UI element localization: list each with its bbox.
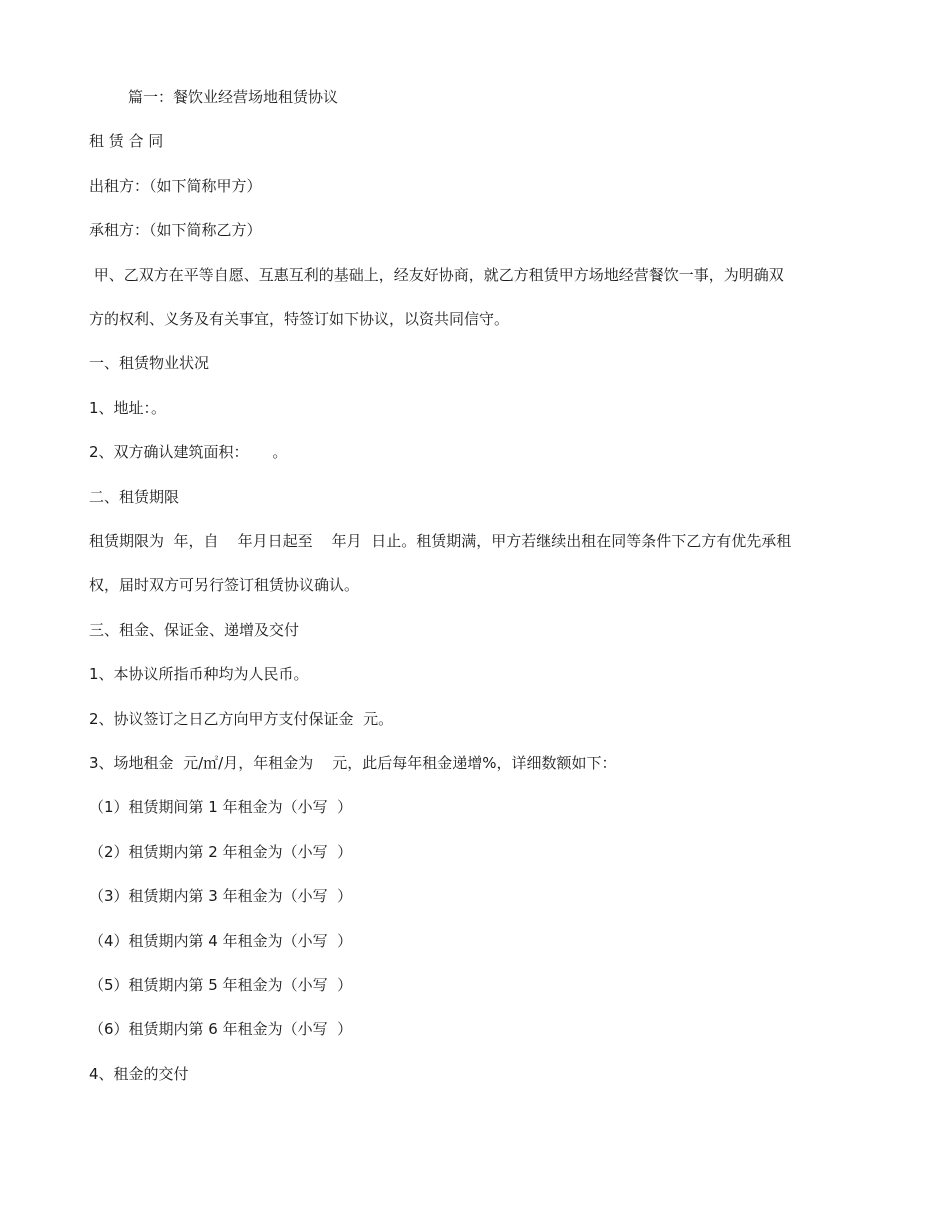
document-heading: 篇一：餐饮业经营场地租赁协议	[128, 88, 339, 106]
section-3-item-4: 4、租金的交付	[89, 1065, 189, 1083]
section-3-title: 三、租金、保证金、递增及交付	[89, 621, 300, 639]
section-3-item-1: 1、本协议所指币种均为人民币。	[89, 665, 309, 683]
section-3-item-2: 2、协议签订之日乙方向甲方支付保证金 元。	[89, 710, 394, 728]
rent-year-6: （6）租赁期内第 6 年租金为（小写 ）	[89, 1020, 353, 1038]
rent-year-1: （1）租赁期间第 1 年租金为（小写 ）	[89, 798, 353, 816]
section-1-item-1: 1、地址：。	[89, 399, 167, 417]
section-1-title: 一、租赁物业状况	[89, 354, 210, 372]
contract-title: 租 赁 合 同	[89, 132, 164, 150]
lessor-line: 出租方：（如下简称甲方）	[89, 177, 262, 195]
rent-year-2: （2）租赁期内第 2 年租金为（小写 ）	[89, 843, 353, 861]
section-3-item-3: 3、场地租金 元/㎡/月，年租金为 元，此后每年租金递增%，详细数额如下：	[89, 754, 617, 772]
rent-year-3: （3）租赁期内第 3 年租金为（小写 ）	[89, 887, 353, 905]
intro-paragraph-line-1: 甲、乙双方在平等自愿、互惠互利的基础上，经友好协商，就乙方租赁甲方场地经营餐饮一事，为明确双	[89, 266, 784, 284]
section-2-paragraph-line-1: 租赁期限为 年，自 年月日起至 年月 日止。租赁期满，甲方若继续出租在同等条件下乙方有优先承租	[89, 532, 792, 550]
section-1-item-2: 2、双方确认建筑面积： 。	[89, 443, 288, 461]
lessee-line: 承租方：（如下简称乙方）	[89, 221, 262, 239]
rent-year-4: （4）租赁期内第 4 年租金为（小写 ）	[89, 932, 353, 950]
section-2-paragraph-line-2: 权，届时双方可另行签订租赁协议确认。	[89, 576, 360, 594]
intro-paragraph-line-2: 方的权利、义务及有关事宜，特签订如下协议，以资共同信守。	[89, 310, 510, 328]
rent-year-5: （5）租赁期内第 5 年租金为（小写 ）	[89, 976, 353, 994]
section-2-title: 二、租赁期限	[89, 488, 180, 506]
